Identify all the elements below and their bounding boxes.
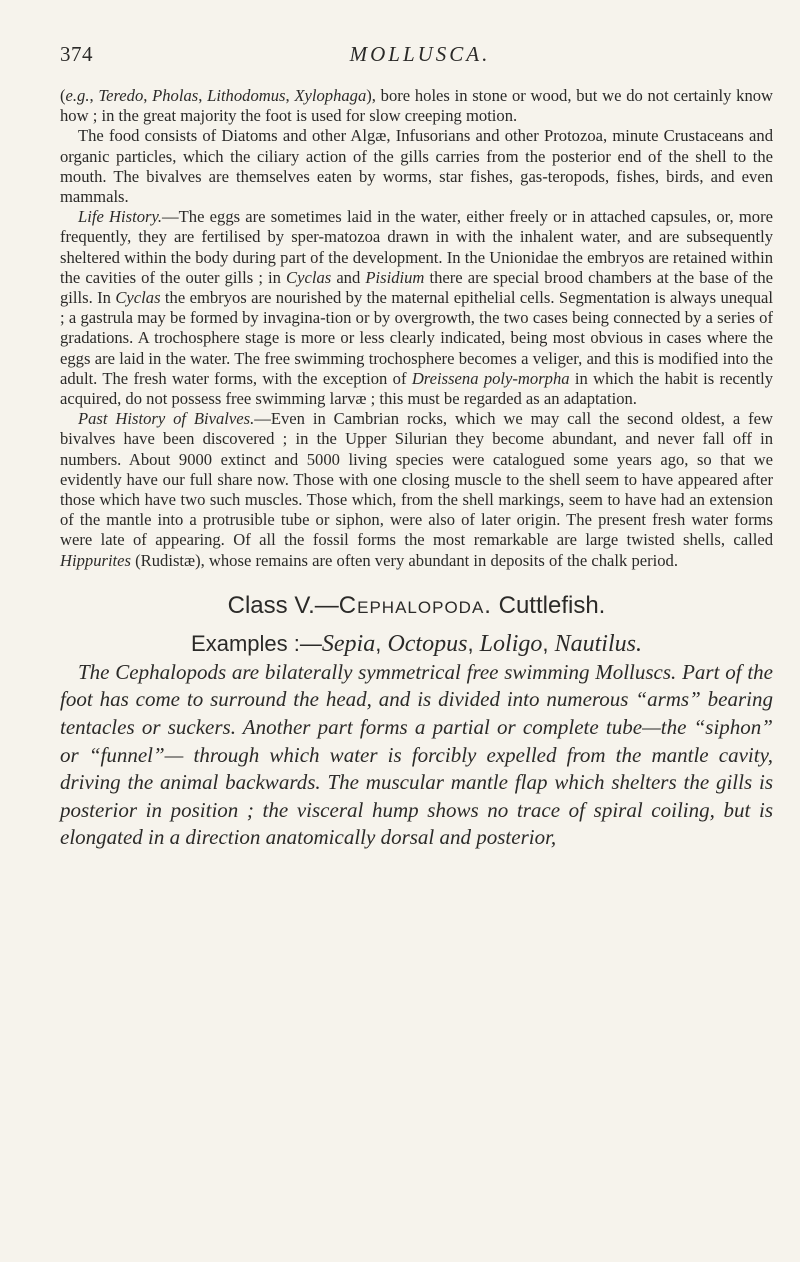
paragraph-life-history [60,207,773,409]
class-heading [60,591,773,621]
italic-term: e.g. [65,86,90,105]
class-heading-name: Cephalopoda. [338,591,492,619]
italic-term: Dreissena poly-morpha [411,368,570,388]
text-run: and [331,267,366,287]
italic-term: Life History. [78,207,163,227]
text-run: , [467,630,480,656]
text-run: The food consists of Diatoms and other Algæ, Infusorians and other Protozoa, minute Crustaceans and organic particles, which the ciliary action of the gills carries from the posterior end of the shell to the mouth. The bivalves are themselves eaten by worms, star fishes, gas-teropods, fishes, birds, and even mammals. [60,126,773,207]
class-heading-prefix: Class V.— [227,591,339,619]
text-run: , [542,630,555,656]
class-heading-common: Cuttlefish. [491,591,606,619]
text-run: the embryos are nourished by the maternal epithelial cells. Segmentation is always unequal ; a gastrula may be formed by invagina-tion or by overgrowth, the two cases being connected by a series of gradations. A trochosphere stage is more or less clearly indicated, being most obvious in cases where the eggs are laid in the water. The free swimming trochosphere becomes a veliger, and this is modified into the adult. The fresh water forms, with the exception of [60,288,773,388]
examples-line [60,629,773,659]
text-run: , [198,86,208,105]
text-run: ( [60,86,66,105]
italic-term: Octopus [387,630,468,657]
text-run: , [375,630,388,656]
text-run: , [285,86,295,105]
italic-term: Nautilus. [554,630,642,657]
text-run: (Rudistæ), whose remains are often very abundant in deposits of the chalk period. [131,550,678,570]
text-run: —The eggs are sometimes laid in the water, either freely or in attached capsules, or, more frequently, they are fertilised by sper-matozoa drawn in with the inhalent water, and are subsequently sheltered within the body during part of the development. In the Unionidae the embryos are retained within the cavities of the outer gills ; in [60,207,773,287]
italic-term: Teredo [98,86,144,105]
page-body [60,86,773,852]
examples-items [322,631,642,656]
paragraph-food [60,126,773,207]
italic-term: Pholas [152,86,199,105]
italic-term: Pisidium [365,267,425,287]
italic-term: Loligo [479,630,543,657]
examples-label: Examples :— [191,630,322,656]
italic-term: Sepia [321,630,376,657]
italic-term: Hippurites [60,550,131,570]
text-run: ), bore holes in stone or wood, but we do not certainly know how ; in the great majority the foot is used for slow creeping motion. [60,86,774,126]
running-head: MOLLUSCA. [349,42,491,66]
text-run: , [89,86,99,105]
italic-term: Lithodomus [207,86,286,105]
paragraph-past-history [60,409,773,571]
paragraph-wood-borers [60,86,773,126]
italic-term: Cyclas [115,288,161,308]
italic-term: Cyclas [286,267,332,287]
page-header [60,42,780,72]
page-number: 374 [60,42,93,66]
italic-term: Past History of Bivalves. [78,409,255,429]
text-run: —Even in Cambrian rocks, which we may call the second oldest, a few bivalves have been discovered ; in the Upper Silurian they become abundant, and never fall off in numbers. About 9000 extinct and 5000 living species were catalogued some years ago, so that we evidently have our full share now. Those with one closing muscle to the shell seem to have appeared after those which have two such muscles. Those which, from the shell markings, seem to have had an extension of the mantle into a protrusible tube or siphon, were also of later origin. The present fresh water forms were late of appearing. Of all the fossil forms the most remarkable are large twisted shells, called [60,409,773,550]
text-run: there are special brood chambers at the base of the gills. In [60,267,773,308]
text-run: , [143,86,153,105]
class-definition: The Cephalopods are bilaterally symmetrical free swimming Molluscs. Part of the foot has come to surround the head, and is divided into numerous “arms” bearing tentacles or suckers. Another part forms a partial or complete tube—the “siphon” or “funnel”— through which water is forcibly expelled from the mantle cavity, driving the animal backwards. The muscular mantle flap which shelters the gills is posterior in position ; the visceral hump shows no trace of spiral coiling, but is elongated in a direction anatomically dorsal and posterior, [60,659,773,850]
italic-term: Xylophaga [294,86,367,105]
text-run: in which the habit is recently acquired, do not possess free swimming larvæ ; this must be regarded as an adaptation. [60,368,773,409]
